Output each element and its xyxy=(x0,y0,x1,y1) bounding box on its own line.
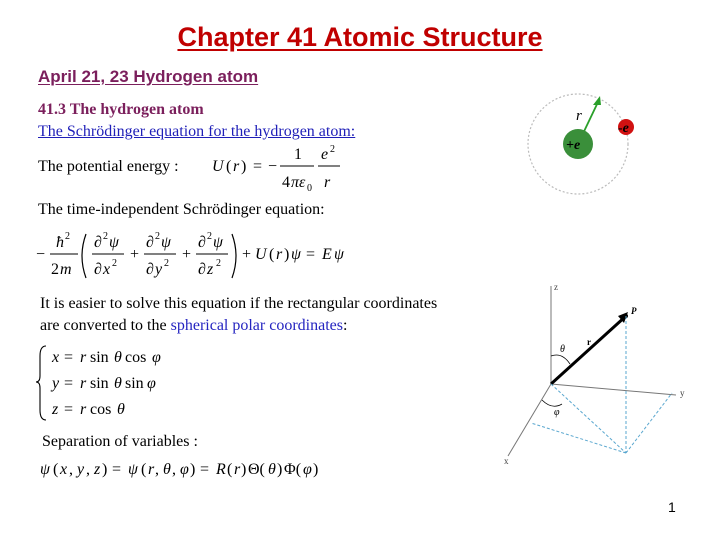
svg-text:∂: ∂ xyxy=(198,234,206,251)
svg-text:+: + xyxy=(242,246,252,263)
svg-text:r: r xyxy=(148,461,155,478)
spherical-y-equation xyxy=(50,375,156,392)
svg-text:ψ: ψ xyxy=(40,461,50,478)
svg-text:x: x xyxy=(52,349,60,366)
svg-text:=: = xyxy=(64,375,74,392)
y-guide xyxy=(626,393,672,453)
svg-text:1: 1 xyxy=(294,146,302,163)
svg-text:): ) xyxy=(102,461,108,478)
svg-text:e: e xyxy=(321,146,329,163)
svg-text:ψ: ψ xyxy=(213,234,223,251)
svg-text:∂: ∂ xyxy=(94,261,102,278)
svg-text:(: ( xyxy=(141,461,147,478)
svg-text:R: R xyxy=(216,461,226,478)
svg-text:y: y xyxy=(77,461,85,478)
svg-text:θ: θ xyxy=(268,461,276,478)
svg-text:=: = xyxy=(64,401,74,418)
svg-text:θ: θ xyxy=(114,349,122,366)
svg-text:φ: φ xyxy=(180,461,189,478)
svg-text:φ: φ xyxy=(303,461,312,478)
svg-text:2: 2 xyxy=(207,231,212,242)
svg-text:): ) xyxy=(241,158,247,175)
svg-text:=: = xyxy=(112,461,122,478)
svg-text:x: x xyxy=(103,261,111,278)
z-axis-label: z xyxy=(554,282,558,292)
svg-text:φ: φ xyxy=(152,349,161,366)
point-label: P xyxy=(631,306,637,316)
radius-arrowhead xyxy=(593,96,601,105)
spherical-z-equation xyxy=(51,401,125,418)
svg-text:=: = xyxy=(253,158,263,175)
section-heading: 41.3 The hydrogen atom xyxy=(38,101,204,118)
svg-text:+: + xyxy=(130,246,140,263)
svg-text:,: , xyxy=(69,461,73,478)
radius-label: r xyxy=(576,108,582,124)
svg-text:2: 2 xyxy=(164,258,169,269)
svg-text:z: z xyxy=(207,261,214,278)
nucleus-label: +e xyxy=(566,138,581,153)
svg-text:=: = xyxy=(200,461,210,478)
svg-text:,: , xyxy=(155,461,159,478)
potential-energy-label: The potential energy : xyxy=(38,158,179,175)
svg-text:+: + xyxy=(182,246,192,263)
svg-text:∂: ∂ xyxy=(146,261,154,278)
x-guide xyxy=(531,423,626,453)
coordinate-note-line1: It is easier to solve this equation if the rectangular coordinates xyxy=(40,295,438,312)
phi-arc xyxy=(542,400,562,406)
svg-text:4: 4 xyxy=(282,174,290,191)
svg-text:r: r xyxy=(80,401,87,418)
coordinate-note-line2 xyxy=(40,315,347,337)
svg-text:(: ( xyxy=(227,461,233,478)
spherical-x-equation xyxy=(51,349,161,366)
y-axis-label: y xyxy=(680,388,685,398)
svg-text:θ: θ xyxy=(114,375,122,392)
svg-text:2: 2 xyxy=(103,231,108,242)
svg-text:cos: cos xyxy=(90,401,112,418)
svg-text:z: z xyxy=(94,461,101,478)
coordinate-note-suffix: : xyxy=(342,317,348,334)
svg-text:∂: ∂ xyxy=(94,234,102,251)
x-axis xyxy=(508,384,551,456)
svg-text:0: 0 xyxy=(307,183,312,194)
svg-text:(: ( xyxy=(269,246,275,263)
svg-text:φ: φ xyxy=(147,375,156,392)
spherical-coordinate-diagram xyxy=(500,278,700,468)
svg-text:E: E xyxy=(322,246,332,263)
electron-label: -e xyxy=(618,121,629,136)
svg-text:(: ( xyxy=(53,461,59,478)
svg-text:2: 2 xyxy=(65,231,70,242)
svg-text:2: 2 xyxy=(51,261,59,278)
svg-text:ħ: ħ xyxy=(56,234,64,251)
separation-label: Separation of variables : xyxy=(42,433,198,450)
svg-text:ψ: ψ xyxy=(334,246,344,263)
svg-text:): ) xyxy=(241,461,247,478)
separation-equation xyxy=(36,454,336,484)
svg-text:U: U xyxy=(255,246,267,263)
svg-text:r: r xyxy=(324,174,331,191)
svg-text:ψ: ψ xyxy=(161,234,171,251)
svg-text:(: ( xyxy=(226,158,232,175)
svg-text:r: r xyxy=(276,246,283,263)
svg-text:r: r xyxy=(80,349,87,366)
svg-text:ψ: ψ xyxy=(128,461,138,478)
x-axis-label: x xyxy=(504,456,509,466)
svg-text:z: z xyxy=(52,401,59,418)
svg-text:m: m xyxy=(60,261,72,278)
svg-text:−: − xyxy=(36,246,46,263)
svg-text:θ: θ xyxy=(117,401,125,418)
schrodinger-heading: The Schrödinger equation for the hydrogen atom: xyxy=(38,123,356,140)
svg-text:,: , xyxy=(172,461,176,478)
svg-text:∂: ∂ xyxy=(198,261,206,278)
svg-text:sin: sin xyxy=(90,375,109,392)
svg-text:Φ(: Φ( xyxy=(284,461,302,478)
svg-text:πε: πε xyxy=(291,174,306,191)
svg-text:ψ: ψ xyxy=(109,234,119,251)
svg-text:ψ: ψ xyxy=(291,246,301,263)
svg-text:y: y xyxy=(155,261,163,278)
svg-text:): ) xyxy=(277,461,283,478)
vector-label: r xyxy=(587,337,591,347)
svg-text:): ) xyxy=(284,246,290,263)
xy-projection xyxy=(551,384,626,453)
svg-text:r: r xyxy=(80,375,87,392)
theta-arc xyxy=(551,355,570,364)
y-axis xyxy=(551,384,676,395)
svg-text:): ) xyxy=(190,461,196,478)
svg-text:sin: sin xyxy=(125,375,144,392)
svg-text:∂: ∂ xyxy=(146,234,154,251)
schrodinger-equation xyxy=(34,226,384,286)
spherical-coordinate-equations xyxy=(34,340,214,424)
potential-energy-equation xyxy=(208,140,358,194)
phi-label: φ xyxy=(554,407,560,418)
page-number: 1 xyxy=(668,499,676,515)
svg-text:−: − xyxy=(268,158,278,175)
spherical-polar-highlight: spherical polar coordinates xyxy=(170,317,343,334)
svg-text:x: x xyxy=(60,461,68,478)
svg-text:2: 2 xyxy=(216,258,221,269)
svg-text:U: U xyxy=(212,158,224,175)
slide-subtitle: April 21, 23 Hydrogen atom xyxy=(38,67,259,86)
svg-text:r: r xyxy=(233,158,240,175)
svg-text:=: = xyxy=(306,246,316,263)
svg-text:2: 2 xyxy=(330,144,335,155)
svg-text:=: = xyxy=(64,349,74,366)
svg-text:y: y xyxy=(52,375,60,392)
theta-label: θ xyxy=(560,344,565,355)
svg-text:cos: cos xyxy=(125,349,147,366)
hydrogen-atom-diagram xyxy=(520,86,650,206)
svg-text:sin: sin xyxy=(90,349,109,366)
svg-text:Θ(: Θ( xyxy=(248,461,265,478)
svg-text:r: r xyxy=(234,461,241,478)
svg-text:2: 2 xyxy=(112,258,117,269)
svg-text:2: 2 xyxy=(155,231,160,242)
svg-text:,: , xyxy=(86,461,90,478)
svg-text:): ) xyxy=(313,461,319,478)
svg-text:θ: θ xyxy=(163,461,171,478)
slide-title: Chapter 41 Atomic Structure xyxy=(177,22,543,52)
time-independent-label: The time-independent Schrödinger equation: xyxy=(38,201,325,218)
coordinate-note-prefix: are converted to the xyxy=(40,317,171,334)
